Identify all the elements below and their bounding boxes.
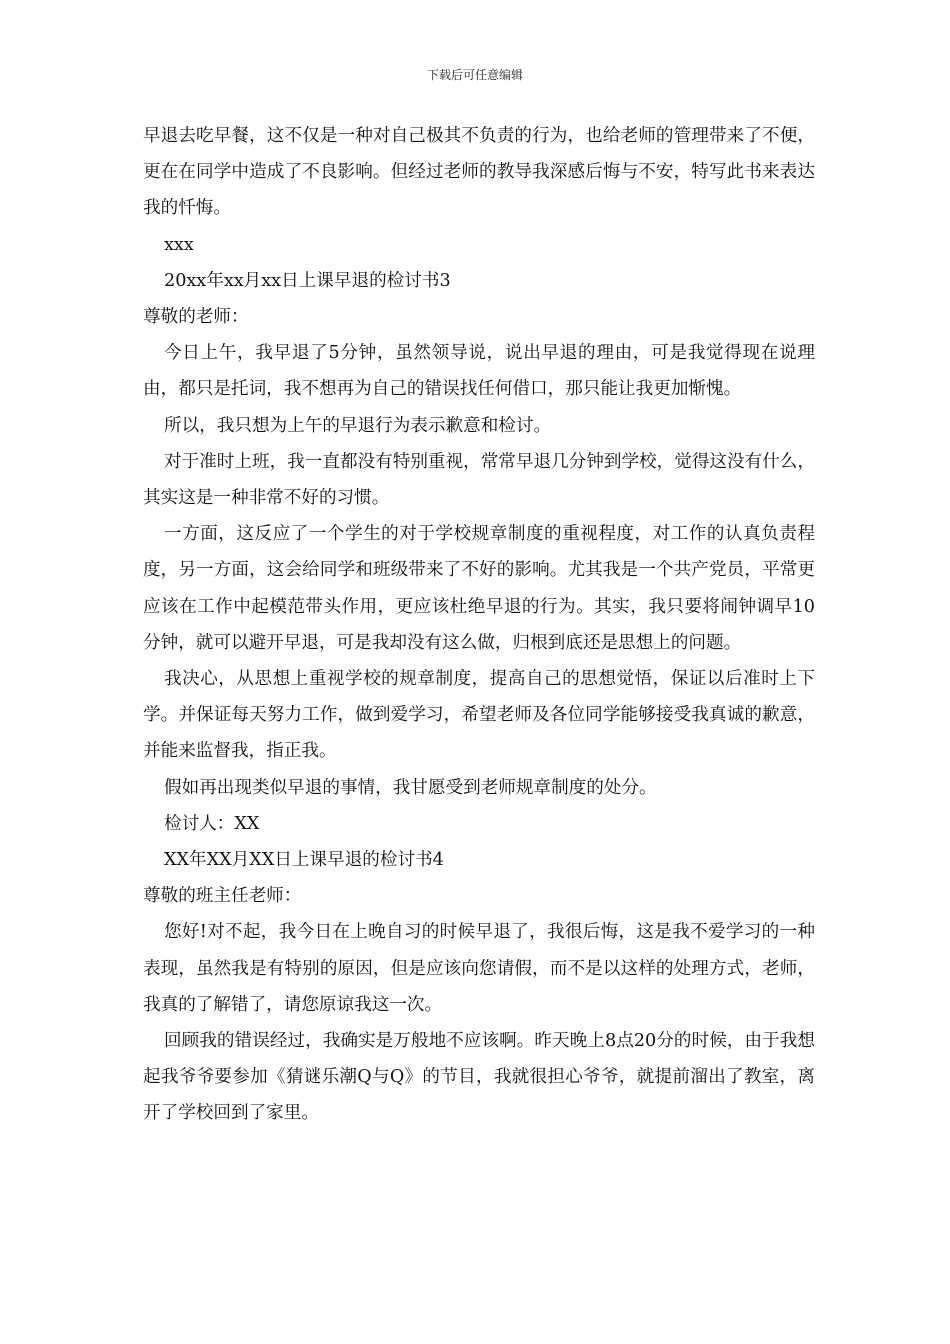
paragraph: 一方面，这反应了一个学生的对于学校规章制度的重视程度，对工作的认真负责程度，另一方面，这会给同学和班级带来了不好的影响。尤其我是一个共产党员，平常更应该在工作中起模范带头作用，更应该杜绝早退的行为。其实，我只要将闹钟调早10分钟，就可以避开早退，可是我却没有这么做，归根到底还是思想上的问题。 [143,524,815,653]
paragraph: 假如再出现类似早退的事情，我甘愿受到老师规章制度的处分。 [164,777,657,798]
document-body [143,118,815,1132]
salutation: 尊敬的老师： [143,307,249,328]
paragraph: 回顾我的错误经过，我确实是万般地不应该啊。昨天晚上8点20分的时候，由于我想起我爷爷要参加《猜谜乐潮Q与Q》的节目，我就很担心爷爷，就提前溜出了教室，离开了学校回到了家里。 [143,1031,815,1124]
section-title: XX年XX月XX日上课早退的检讨书4 [164,850,444,871]
salutation: 尊敬的班主任老师： [143,886,302,907]
page-header-note: 下载后可任意编辑 [426,68,523,82]
paragraph: 对于准时上班，我一直都没有特别重视，常常早退几分钟到学校，觉得这没有什么，其实这是一种非常不好的习惯。 [143,451,815,509]
paragraph: 所以，我只想为上午的早退行为表示歉意和检讨。 [164,415,552,436]
signature-name: xxx [164,234,194,255]
signature-line: 检讨人：XX [164,813,260,834]
section-title: 20xx年xx月xx日上课早退的检讨书3 [164,270,451,291]
paragraph: 早退去吃早餐，这不仅是一种对自己极其不负责的行为，也给老师的管理带来了不便，更在在同学中造成了不良影响。但经过老师的教导我深感后悔与不安，特写此书来表达我的忏悔。 [143,126,815,219]
paragraph: 您好!对不起，我今日在上晚自习的时候早退了，我很后悔，这是我不爱学习的一种表现，虽然我是有特别的原因，但是应该向您请假，而不是以这样的处理方式，老师，我真的了解错了，请您原谅我这一次。 [143,922,815,1015]
paragraph: 我决心，从思想上重视学校的规章制度，提高自己的思想觉悟，保证以后准时上下学。并保证每天努力工作，做到爱学习，希望老师及各位同学能够接受我真诚的歉意，并能来监督我，指正我。 [143,669,815,762]
paragraph: 今日上午，我早退了5分钟，虽然领导说，说出早退的理由，可是我觉得现在说理由，都只是托词，我不想再为自己的错误找任何借口，那只能让我更加惭愧。 [143,343,815,400]
